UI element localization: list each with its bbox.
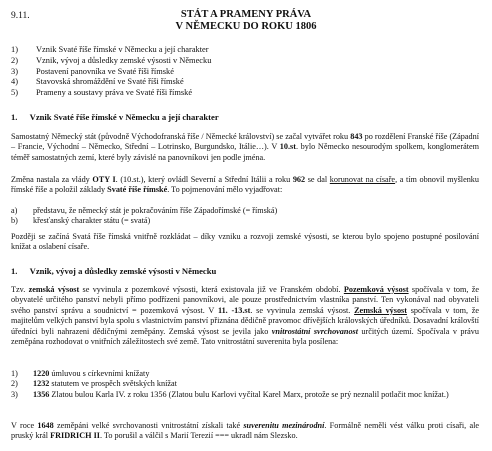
table-of-contents bbox=[11, 45, 211, 99]
list-item: 2) 1232 statutem ve prospěch světských knížat bbox=[11, 379, 177, 389]
toc-number: 3) bbox=[11, 66, 18, 76]
toc-number: 4) bbox=[11, 77, 18, 87]
list-item: a) představu, že německý stát je pokračováním říše Západořímské (= římská) bbox=[11, 206, 278, 215]
toc-item bbox=[11, 67, 211, 78]
section-number: 1. bbox=[11, 112, 18, 122]
section-2-list bbox=[11, 369, 479, 400]
toc-text: Prameny a soustavy práva ve Svaté říši římské bbox=[36, 88, 193, 98]
question-number: 9.11. bbox=[11, 11, 30, 21]
list-item: 3) 1356 Zlatou bulou Karla IV. z roku 1356 (Zlatou bulu Karlovi vyčítal Karel Marx, protože se prý neznalil potlačit moc knížat.) bbox=[11, 389, 449, 399]
toc-text: Postavení panovníka ve Svaté říši římské bbox=[36, 66, 174, 76]
section-1-heading bbox=[11, 112, 219, 122]
toc-item bbox=[11, 88, 211, 99]
section-1-paragraph-1: Samostatný Německý stát (původně Východofranská říše / Německé království) se začal vytvářet roku 843 po rozdělení Franské říše (Západní – Francie, Východní – Německo, Střední – Lotrinsko, Burgundsko, Itálie…). V 10.st. bylo Německo nesourodým spolkem, konglomerátem téměř samostatných zemí, které byly závislé na panovníkovi jen podle jména. bbox=[11, 132, 479, 162]
section-title: Vznik, vývoj a důsledky zemské výsosti v Německu bbox=[29, 266, 217, 276]
section-2-paragraph-2: V roce 1648 zeměpáni velké svrchovanosti vnitrostátní získali také suverenitu mezinárodní. Formálně neměli vést válku proti císaři, ale pruský král FRIDRICH II. To porušil a válčil s Marií Terezií === ukradl nám Slezsko. bbox=[11, 421, 479, 441]
list-item: b) křesťanský charakter státu (= svatá) bbox=[11, 216, 151, 226]
toc-text: Vznik, vývoj a důsledky zemské výsosti v Německu bbox=[36, 55, 212, 65]
section-number: 1. bbox=[11, 266, 18, 276]
toc-text: Vznik Svaté říše římské v Německu a její charakter bbox=[36, 45, 209, 54]
section-1-list bbox=[11, 206, 479, 227]
toc-number: 2) bbox=[11, 55, 18, 65]
toc-number: 5) bbox=[11, 88, 18, 98]
section-2-paragraph-1: Tzv. zemská výsost se vyvinula z pozemkové výsosti, která existovala již ve Franském období. Pozemková výsost spočívala v tom, že obyvatelé určitého panství nebyli přímo podřízeni panovníkovi, ale pouze prostřednictvím vlastníka panství. Ten vykonával nad obyvateli svého panství správu a soudnictví = pozemková výsost. V 11. -13.st. se vyvinula zemská výsost. Zemská výsost spočívala v tom, že majitelům velkých panství byla spolu s vlastnictvím panství přiznána dědičně pravomoc dřívějších královských úředníků. Dosavadní královští úředníci byli nahrazeni dědičnými zeměpány. Zemská výsost se jevila jako vnitrostátní svrchovanost určitých území. Spočívala v právu zeměpána rozhodovat o vnitřních záležitostech své země. Tato vnitrostátní suverenita byla posílena: bbox=[11, 285, 479, 347]
section-1-paragraph-3: Později se začíná Svatá říše římská vnitřně rozkládat – díky vzniku a rozvoji zemské výsosti, se kterou bylo spojeno postupné posilování knížat a oslabení císaře. bbox=[11, 232, 479, 252]
toc-item bbox=[11, 45, 211, 56]
toc-item bbox=[11, 56, 211, 67]
list-item: 1) 1220 úmluvou s církevními knížaty bbox=[11, 369, 150, 378]
toc-item bbox=[11, 77, 211, 88]
section-1-paragraph-2: Změna nastala za vlády OTY I. (10.st.), který ovládl Severní a Střední Itálii a roku 962 se dal korunovat na císaře, a tím obnovil myšlenku římské říše a položil základy Svaté říše římské. To pojmenování mělo vyjadřovat: bbox=[11, 175, 479, 195]
toc-number: 1) bbox=[11, 45, 18, 54]
toc-text: Stavovská shromáždění ve Svaté říši římské bbox=[36, 77, 184, 87]
title-line-2: V NĚMECKU DO ROKU 1806 bbox=[175, 21, 317, 32]
title-line-1: STÁT A PRAMENY PRÁVA bbox=[180, 9, 312, 20]
page-title bbox=[0, 9, 492, 33]
section-title: Vznik Svaté říše římské v Německu a její charakter bbox=[29, 112, 219, 122]
section-2-heading bbox=[11, 266, 216, 276]
